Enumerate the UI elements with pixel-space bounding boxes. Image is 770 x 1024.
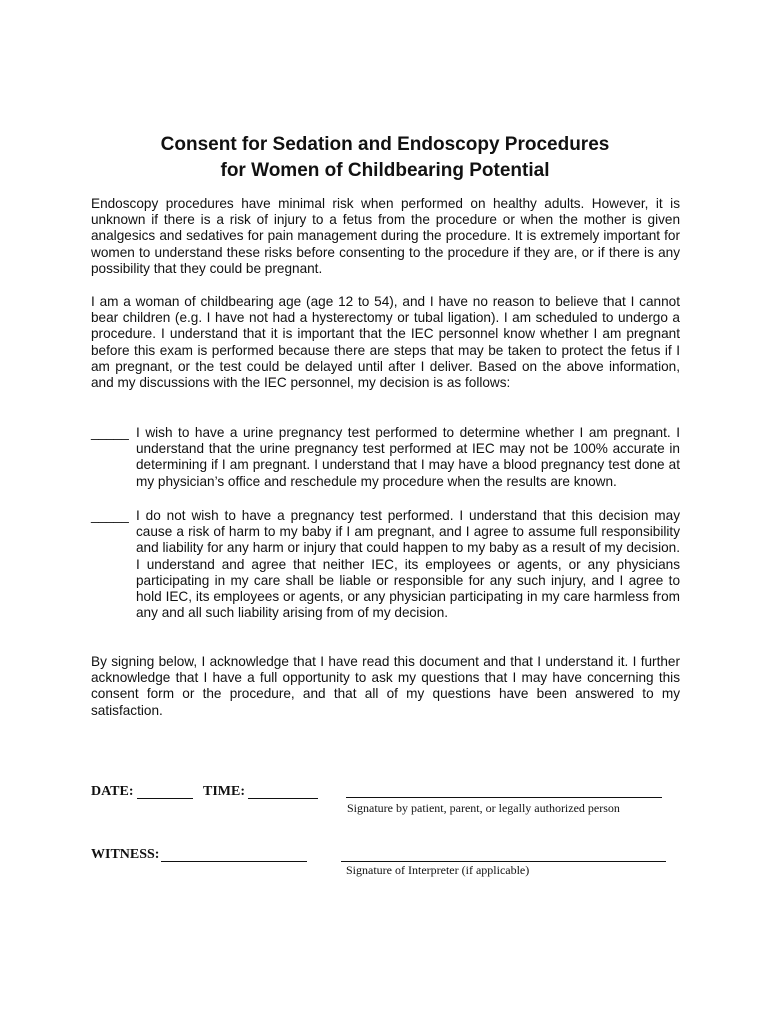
patient-signature-caption: Signature by patient, parent, or legally authorized person <box>347 801 620 815</box>
form-title-line-1: Consent for Sedation and Endoscopy Procedures <box>160 134 610 155</box>
time-field[interactable] <box>248 783 318 799</box>
date-label: DATE: <box>91 784 134 799</box>
option-decline-test <box>91 508 680 621</box>
date-field[interactable] <box>137 783 193 799</box>
interpreter-signature-caption: Signature of Interpreter (if applicable) <box>346 863 530 877</box>
statement-paragraph: I am a woman of childbearing age (age 12 to 54), and I have no reason to believe that I cannot bear children (e.g. I have not had a hysterectomy or tubal ligation). I am scheduled to undergo a procedure. I understand that it is important that the IEC personnel know whether I am pregnant before this exam is performed because there are steps that may be taken to protect the fetus if I am pregnant, or the test could be delayed until after I deliver. Based on the above information, and my discussions with the IEC personnel, my decision is as follows: <box>91 294 680 391</box>
time-label: TIME: <box>203 784 245 799</box>
option-2-initial-blank[interactable]: _____ <box>91 508 129 523</box>
option-2-text: I do not wish to have a pregnancy test performed. I understand that this decision may cause a risk of harm to my baby if I am pregnant, and I agree to assume full responsibility and liability for any harm or injury that could happen to my baby as a result of my decision. I understand and agree that neither IEC, its employees or agents, or any physicians participating in my care shall be liable or responsible for any such injury, and I agree to hold IEC, its employees or agents, or any physician participating in my care harmless from any and all such liability arising from of my decision. <box>136 508 680 621</box>
form-title-line-2: for Women of Childbearing Potential <box>220 160 550 181</box>
option-1-text: I wish to have a urine pregnancy test performed to determine whether I am pregnant. I understand that the urine pregnancy test performed at IEC may not be 100% accurate in determining if I am pregnant. I understand that I may have a blood pregnancy test done at my physician’s office and reschedule my procedure when the results are known. <box>136 425 680 489</box>
intro-paragraph: Endoscopy procedures have minimal risk when performed on healthy adults. However, it is unknown if there is a risk of injury to a fetus from the procedure or when the mother is given analgesics and sedatives for pain management during the procedure. It is extremely important for women to understand these risks before consenting to the procedure if they are, or if there is any possibility that they could be pregnant. <box>91 196 680 276</box>
patient-signature-field[interactable] <box>346 782 662 798</box>
interpreter-signature-field[interactable] <box>341 846 666 862</box>
option-1-initial-blank[interactable]: _____ <box>91 425 129 440</box>
witness-field[interactable] <box>161 846 307 862</box>
witness-label: WITNESS: <box>91 847 160 862</box>
acknowledgment-paragraph: By signing below, I acknowledge that I have read this document and that I understand it. I further acknowledge that I have a full opportunity to ask my questions that I may have concerning this consent form or the procedure, and that all of my questions have been answered to my satisfaction. <box>91 654 680 718</box>
form-title <box>0 132 770 184</box>
option-pregnancy-test <box>91 425 680 490</box>
